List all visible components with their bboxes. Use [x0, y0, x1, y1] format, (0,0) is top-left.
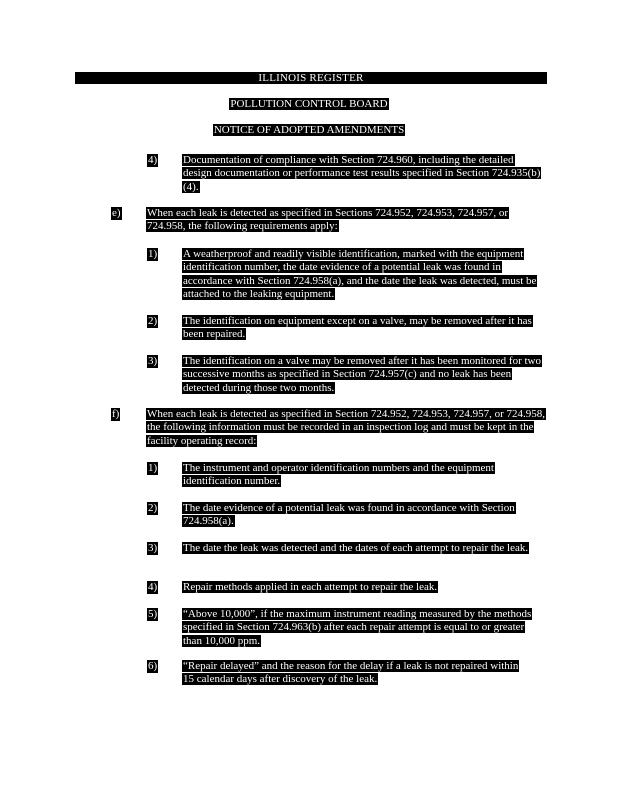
item-text: The identification on equipment except on a valve, may be removed after it has been repaired.	[183, 315, 532, 341]
item-number: 4)	[148, 581, 158, 593]
item-number: 6)	[148, 660, 158, 672]
item-number: 1)	[148, 462, 158, 474]
item-text: The date the leak was detected and the dates of each attempt to repair the leak.	[183, 542, 529, 554]
item-text: When each leak is detected as specified in Section 724.952, 724.953, 724.957, or 724.958, the following information must be recorded in an inspection log and must be kept in the facility operating record:	[147, 408, 546, 447]
item-text: Repair methods applied in each attempt to repair the leak.	[183, 581, 438, 593]
item-number: 3)	[148, 542, 158, 554]
item-text: The date evidence of a potential leak was found in accordance with Section 724.958(a).	[183, 502, 515, 528]
item-number: 5)	[148, 608, 158, 620]
register-header: ILLINOIS REGISTER	[75, 72, 547, 84]
item-number: 1)	[148, 248, 158, 260]
item-text: Documentation of compliance with Section 724.960, including the detailed design documentation or performance test results specified in Section 724.935(b)(4).	[183, 154, 541, 193]
item-text: The identification on a valve may be removed after it has been monitored for two successive months as specified in Section 724.957(c) and no leak has been detected during those two months.	[183, 355, 541, 394]
item-text: “Repair delayed” and the reason for the delay if a leak is not repaired within 15 calendar days after discovery of the leak.	[183, 660, 519, 686]
item-text: When each leak is detected as specified in Sections 724.952, 724.953, 724.957, or 724.958, the following requirements apply:	[147, 207, 509, 233]
item-number: 4)	[148, 154, 158, 166]
item-number: e)	[112, 207, 121, 219]
item-text: A weatherproof and readily visible identification, marked with the equipment identification number, the date evidence of a potential leak was found in accordance with Section 724.958(a), and the date the leak was detected, must be attached to the leaking equipment.	[183, 248, 537, 301]
notice-title: NOTICE OF ADOPTED AMENDMENTS	[213, 124, 405, 136]
item-text: The instrument and operator identification numbers and the equipment identification number.	[183, 462, 494, 488]
item-number: 3)	[148, 355, 158, 367]
item-number: f)	[112, 408, 120, 420]
item-number: 2)	[148, 315, 158, 327]
item-text: “Above 10,000”, if the maximum instrument reading measured by the methods specified in Section 724.963(b) after each repair attempt is equal to or greater than 10,000 ppm.	[183, 608, 532, 647]
item-number: 2)	[148, 502, 158, 514]
board-title: POLLUTION CONTROL BOARD	[230, 98, 388, 110]
